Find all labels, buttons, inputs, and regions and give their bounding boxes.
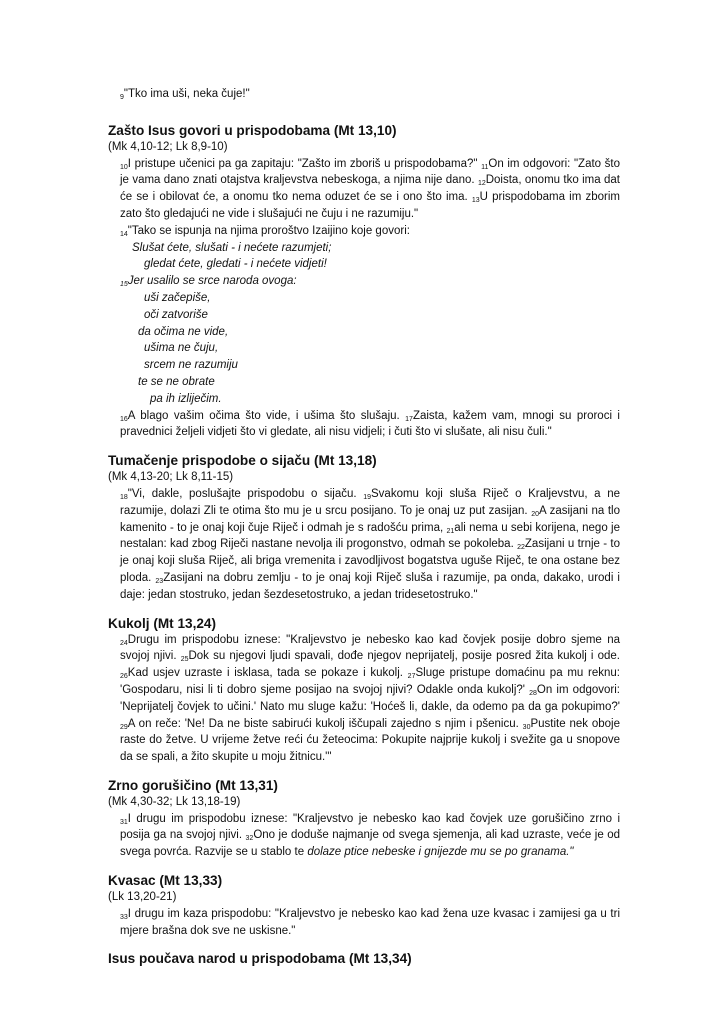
verse-number: 14 [120, 230, 128, 238]
verse-text: Kad usjev uzraste i isklasa, tada se pokaze i kukolj. [127, 667, 403, 680]
verse-paragraph [108, 223, 620, 240]
verse-number: 17 [405, 415, 413, 423]
verse-text: I drugu im prispodobu iznese: "Kraljevstvo je nebesko kao kad čovjek uze gorušičino zrno i posija ga na svojoj njivi. [120, 812, 620, 842]
verse-number: 15 [120, 281, 128, 289]
verse-paragraph [108, 811, 620, 861]
verse-text: Zasijani u trnje - to je onaj koji sluša Riječ, ali briga vremenita i zavodljivost bogatstva uguše Riječ, te ona ostane bez ploda. [120, 538, 620, 584]
poem-line: oči zatvoriše [144, 308, 208, 321]
verse-text: On im odgovori: 'Neprijatelj čovjek to učini.' Nato mu sluge kažu: 'Hoćeš li, dakle, da odemo pa da ga pokupimo?' [120, 683, 620, 713]
verse-text: U prispodobama im zborim zato što gledajući ne vide i slušajući ne čuju i ne razumiju." [120, 191, 620, 220]
section-heading: Tumačenje prispodobe o sijaču (Mt 13,18) [108, 453, 377, 469]
verse-paragraph [108, 273, 620, 290]
verse-number: 33 [120, 913, 128, 921]
verse-text: Svakomu koji sluša Riječ o Kraljevstvu, a ne razumije, dolazi Zli te otima što mu je u srcu posijano. To je onaj uz put zasijan. [120, 487, 620, 517]
section-heading: Isus poučava narod u prispodobama (Mt 13,34) [108, 951, 412, 967]
verse-number: 18 [120, 493, 128, 501]
section-heading: Kvasac (Mt 13,33) [108, 873, 223, 889]
poem-line: gledat ćete, gledati - i nećete vidjeti! [144, 258, 327, 271]
verse-number: 24 [120, 639, 128, 647]
verse-text: "Vi, dakle, poslušajte prispodobu o sijaču. [127, 487, 357, 500]
cross-reference: (Mk 4,10-12; Lk 8,9-10) [108, 140, 228, 153]
verse-paragraph [108, 408, 620, 442]
verse-text: I drugu im kaza prispodobu: "Kraljevstvo je nebesko kao kad žena uze kvasac i zamijesi ga u tri mjere brašna dok sve ne uskisne." [120, 907, 620, 937]
verse-number: 19 [363, 493, 371, 501]
verse-number: 11 [481, 163, 489, 171]
section-heading: Zrno gorušičino (Mt 13,31) [108, 777, 278, 793]
verse-text: On im odgovori: "Zato što je vama dano znati otajstva kraljevstva nebeskoga, a njima nije dano. [120, 157, 620, 187]
verse-number: 28 [529, 689, 537, 697]
verse-paragraph [108, 156, 620, 223]
verse-paragraph [108, 632, 620, 766]
verse-text: Jer usalilo se srce naroda ovoga: [127, 275, 297, 288]
section-sower-explanation [108, 452, 620, 603]
verse-number: 31 [120, 818, 128, 826]
document-page [108, 86, 620, 967]
verse-number: 10 [120, 163, 128, 171]
poem-line: srcem ne razumiju [144, 359, 238, 372]
verse-text: Zasijani na dobru zemlju - to je onaj koji Riječ sluša i razumije, pa onda, dakako, urodi i daje: jedan stostruko, jedan šezdesetostruko, a jedan tridesetostruko." [120, 571, 620, 601]
section-weeds [108, 615, 620, 766]
verse-number: 26 [120, 673, 128, 681]
verse-text: Pustite nek oboje raste do žetve. U vrijeme žetve reći ću žeteocima: Pokupite najprije kukolj i svežite ga u snopove da se spali, a žito skupite u moju žitnicu.'" [120, 717, 620, 764]
section-heading: Kukolj (Mt 13,24) [108, 615, 217, 631]
verse-text: Dok su njegovi ljudi spavali, dođe njegov neprijatelj, posije posred žita kukolj i ode. [188, 650, 621, 663]
verse-number: 22 [517, 544, 525, 552]
cross-reference: (Mk 4,30-32; Lk 13,18-19) [108, 795, 241, 808]
verse-text: Doista, onomu tko ima dat će se i obilovat će, a onomu tko nema oduzet će se i ono što ima. [120, 174, 621, 204]
verse-text: I pristupe učenici pa ga zapitaju: "Zašto im zboriš u prispodobama?" [127, 157, 478, 170]
section-why-parables [108, 122, 620, 441]
verse-text: Zaista, kažem vam, mnogi su proroci i pravednici željeli vidjeti što vi gledate, ali nisu vidjeli; i čuti što vi slušate, ali nisu čuli." [120, 409, 620, 439]
verse-text: A zasijani na tlo kamenito - to je onaj koji čuje Riječ i odmah je s radošću prima, [120, 504, 620, 534]
verse-paragraph [108, 486, 620, 604]
verse-number: 32 [245, 835, 254, 843]
verse-text: ali nema u sebi korijena, nego je nestalan: kad zbog Riječi nastane nevolja ili progonstvo, odmah se pokoleba. [120, 521, 620, 551]
verse-number: 16 [120, 415, 128, 423]
cross-reference: (Lk 13,20-21) [108, 891, 177, 904]
verse-number: 23 [155, 577, 164, 585]
verse-text: Drugu im prispodobu iznese: "Kraljevstvo je nebesko kao kad čovjek posije dobro sjeme na svojoj njivi. [120, 633, 620, 663]
verse-number: 27 [407, 673, 416, 681]
verse-number: 20 [531, 510, 539, 518]
verse-number: 29 [120, 723, 128, 731]
verse-number: 13 [471, 197, 480, 205]
section-mustard-seed [108, 777, 620, 861]
verse-text-italic: dolaze ptice nebeske i gnijezde mu se po granama." [307, 846, 574, 859]
verse-text: A on reče: 'Ne! Da ne biste sabirući kukolj iščupali zajedno s njim i pšenicu. [127, 717, 519, 730]
poem-line: da očima ne vide, [138, 325, 229, 338]
section-heading: Zašto Isus govori u prispodobama (Mt 13,10) [108, 122, 397, 138]
verse-text: Sluge pristupe domaćinu pa mu reknu: 'Gospodaru, nisi li ti dobro sjeme posijao na svojoj njivi? Odakle onda kukolj?' [120, 667, 620, 696]
cross-reference: (Mk 4,13-20; Lk 8,11-15) [108, 471, 234, 484]
verse-text: "Tako se ispunja na njima proroštvo Izaijino koje govori: [127, 224, 410, 237]
verse-text: "Tko ima uši, neka čuje!" [123, 88, 250, 100]
verse-number: 25 [180, 656, 189, 664]
poem-line: pa ih izliječim. [150, 392, 222, 405]
poem-line: Slušat ćete, slušati - i nećete razumjeti; [132, 241, 332, 254]
poem-line: ušima ne čuju, [144, 342, 219, 355]
verse-number: 21 [446, 527, 455, 535]
section-yeast [108, 872, 620, 939]
verse-paragraph [108, 906, 620, 940]
poem-line: uši začepiše, [144, 291, 211, 304]
section-teaching-in-parables [108, 950, 620, 967]
verse-number: 9 [120, 94, 124, 101]
verse-number: 12 [477, 180, 486, 188]
poem-line: te se ne obrate [138, 375, 215, 388]
verse-text: Ono je doduše najmanje od svega sjemenja, ali kad uzraste, veće je od svega povrća. Razvije se u stablo te [120, 829, 620, 859]
verse-number: 30 [522, 723, 531, 731]
verse-paragraph [108, 86, 620, 103]
verse-text: A blago vašim očima što vide, i ušima što slušaju. [127, 409, 400, 422]
